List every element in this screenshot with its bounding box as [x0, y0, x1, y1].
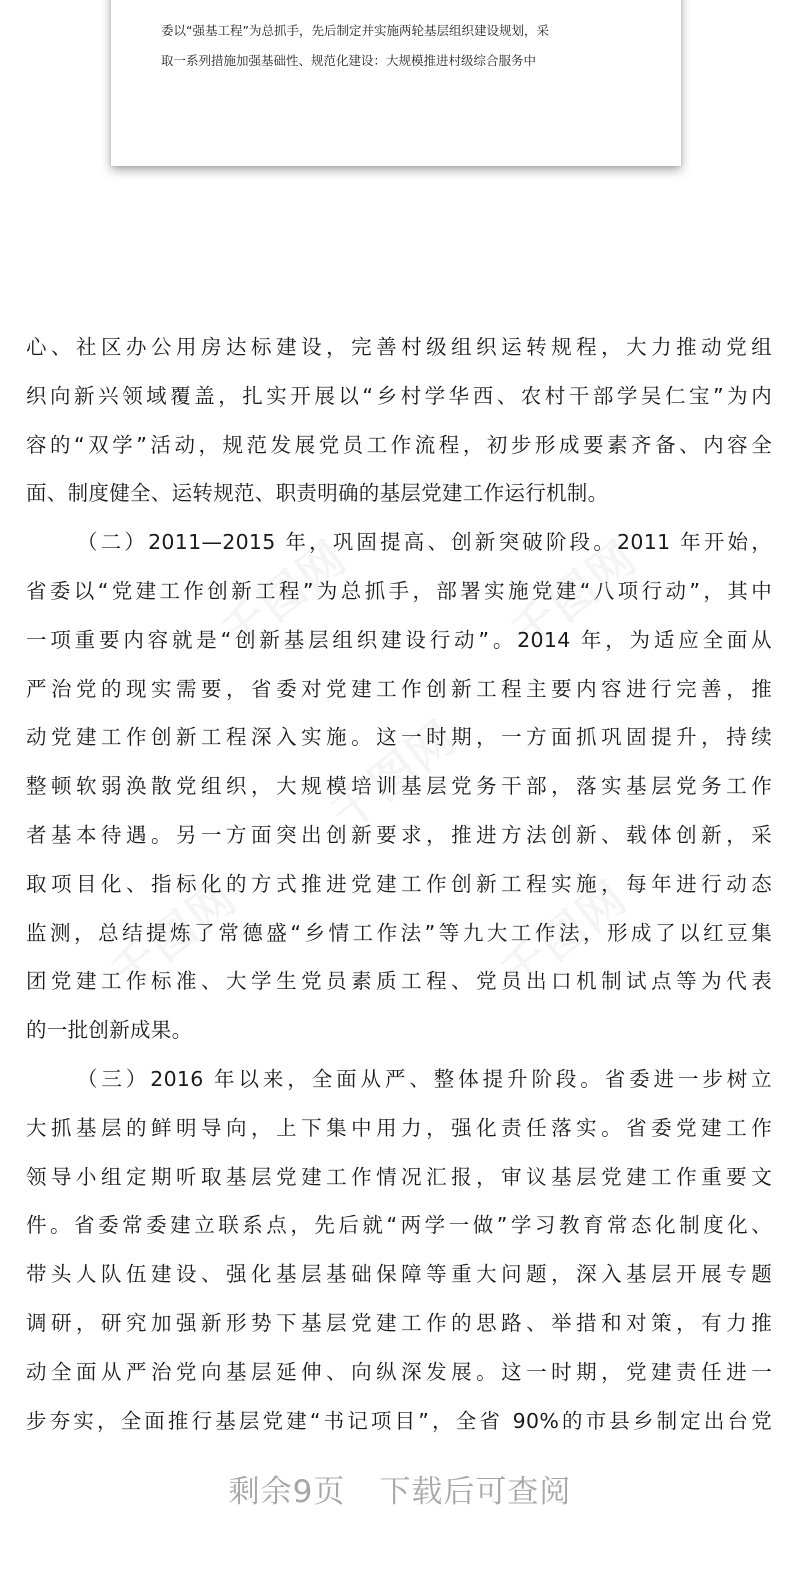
- body-line: 织向新兴领域覆盖，扎实开展以“乡村学华西、农村干部学吴仁宝”为内: [26, 383, 772, 408]
- body-line: 面、制度健全、运转规范、职责明确的基层党建工作运行机制。: [26, 481, 609, 506]
- body-line: 调研，研究加强新形势下基层党建工作的思路、举措和对策，有力推: [26, 1310, 772, 1335]
- body-line: 带头人队伍建设、强化基层基础保障等重大问题，深入基层开展专题: [26, 1262, 772, 1287]
- body-line: 取项目化、指标化的方式推进党建工作创新工程实施，每年进行动态: [26, 871, 772, 896]
- body-line: 严治党的现实需要，省委对党建工作创新工程主要内容进行完善，推: [26, 676, 772, 701]
- body-line: 整顿软弱涣散党组织，大规模培训基层党务干部，落实基层党务工作: [26, 774, 772, 799]
- body-line: 动全面从严治党向基层延伸、向纵深发展。这一时期，党建责任进一: [26, 1359, 772, 1384]
- download-to-view-label[interactable]: 下载后可查阅: [379, 1474, 572, 1510]
- preview-line: 委以“强基工程”为总抓手，先后制定并实施两轮基层组织建设规划，采: [161, 23, 549, 38]
- body-line: 省委以“党建工作创新工程”为总抓手，部署实施党建“八项行动”，其中: [26, 578, 772, 603]
- body-line: 动党建工作创新工程深入实施。这一时期，一方面抓巩固提升，持续: [26, 725, 772, 750]
- body-line: 的一批创新成果。: [26, 1018, 193, 1043]
- body-line: 大抓基层的鲜明导向，上下集中用力，强化责任落实。省委党建工作: [26, 1115, 772, 1140]
- preview-line: 取一系列措施加强基础性、规范化建设：大规模推进村级综合服务中: [161, 53, 537, 68]
- body-line: 监测，总结提炼了常德盛“乡情工作法”等九大工作法，形成了以红豆集: [26, 920, 772, 945]
- preview-page-card: [111, 0, 681, 166]
- body-line: 一项重要内容就是“创新基层组织建设行动”。2014 年，为适应全面从: [26, 627, 772, 652]
- body-line: 者基本待遇。另一方面突出创新要求，推进方法创新、载体创新，采: [26, 822, 772, 847]
- body-line: 心、社区办公用房达标建设，完善村级组织运转规程，大力推动党组: [26, 335, 772, 359]
- body-line: 件。省委常委建立联系点，先后就“两学一做”学习教育常态化制度化、: [26, 1213, 772, 1238]
- body-line: 团党建工作标准、大学生党员素质工程、党员出口机制试点等为代表: [26, 969, 772, 994]
- body-line: 容的“双学”活动，规范发展党员工作流程，初步形成要素齐备、内容全: [26, 432, 772, 457]
- remaining-pages-label[interactable]: 剩余9页: [228, 1474, 346, 1510]
- document-body: [26, 327, 772, 1449]
- body-line: （三）2016 年以来，全面从严、整体提升阶段。省委进一步树立: [77, 1066, 772, 1091]
- remaining-pages-bar[interactable]: [0, 1466, 800, 1511]
- body-line: 步夯实，全面推行基层党建“书记项目”，全省 90%的市县乡制定出台党: [26, 1408, 772, 1433]
- body-line: 领导小组定期听取基层党建工作情况汇报，审议基层党建工作重要文: [26, 1164, 772, 1189]
- body-line: （二）2011—2015 年，巩固提高、创新突破阶段。2011 年开始，: [77, 530, 772, 555]
